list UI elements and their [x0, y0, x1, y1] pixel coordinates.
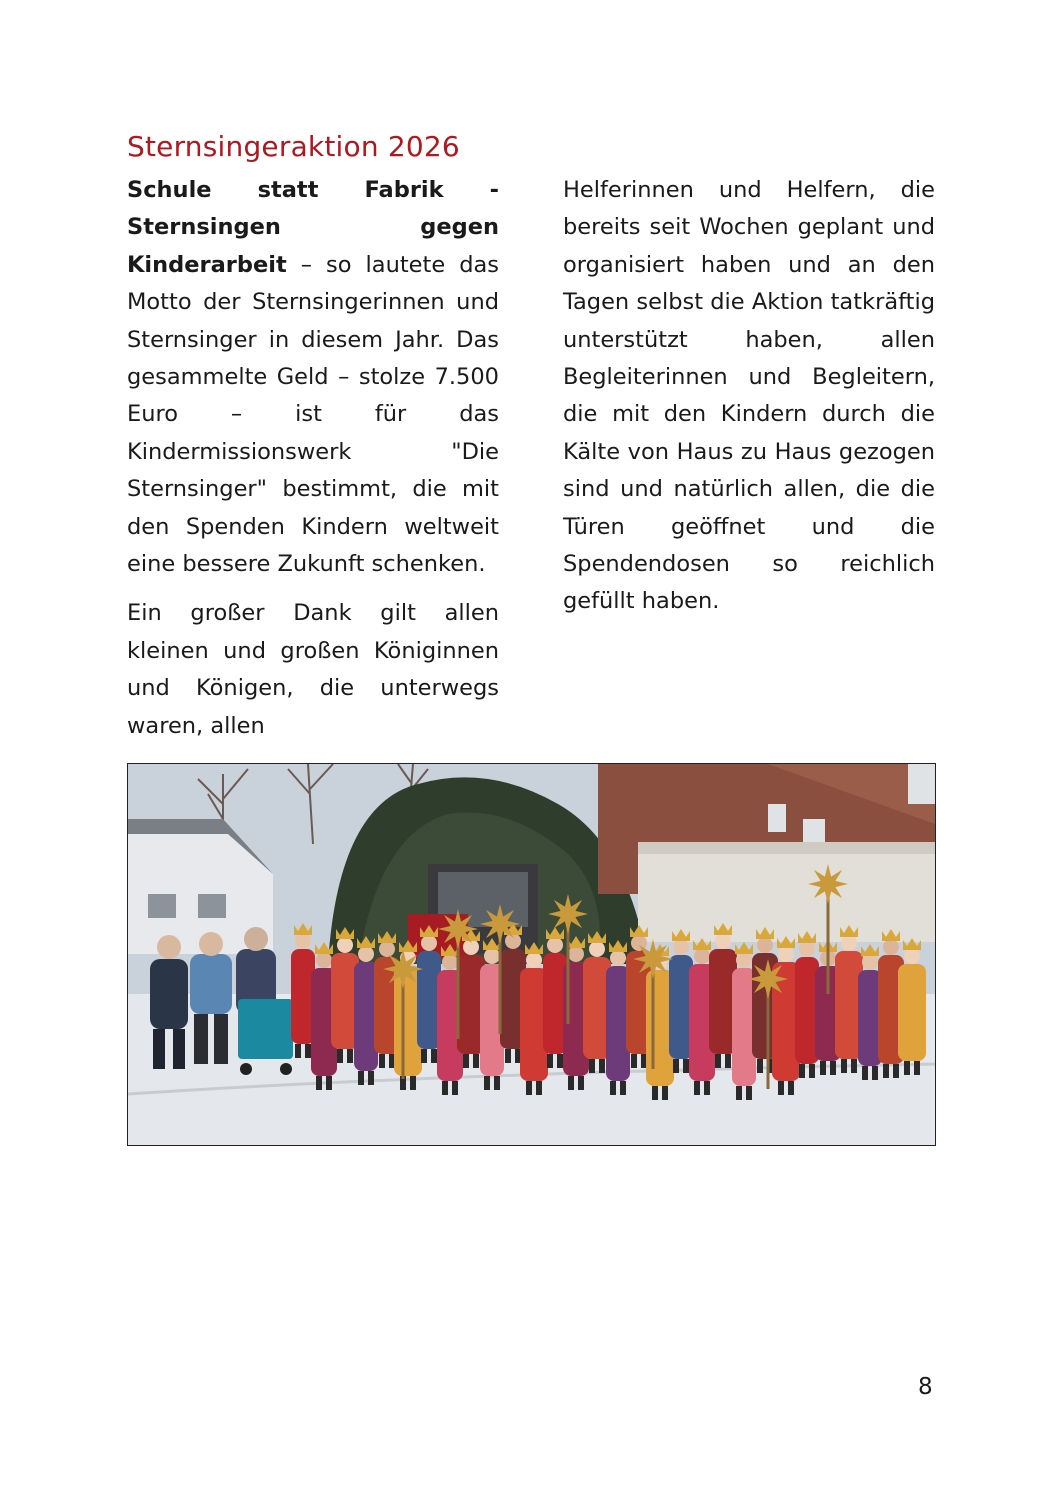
group-photo: [127, 763, 936, 1146]
leg: [872, 1066, 878, 1080]
leg: [820, 1061, 826, 1075]
leg: [431, 1049, 437, 1063]
leg: [662, 1086, 668, 1100]
leg: [715, 1054, 721, 1068]
leg: [736, 1086, 742, 1100]
face: [736, 952, 752, 968]
leg: [704, 1081, 710, 1095]
face: [715, 933, 731, 949]
leg: [652, 1086, 658, 1100]
leg: [830, 1061, 836, 1075]
face: [337, 937, 353, 953]
face: [295, 933, 311, 949]
star-icon: [633, 939, 673, 979]
star-icon: [438, 909, 478, 949]
face: [883, 939, 899, 955]
face: [421, 935, 437, 951]
paragraph-thanks-continued: Helferinnen und Helfern, die bereits seit Wochen geplant und organisiert haben und an den Tagen selbst die Aktion tatkräftig unterstützt haben, allen Begleiterinnen und Begleitern, die mit den Kindern durch die Kälte von Haus zu Haus gezogen sind und natürlich allen, die die Türen geöffnet und die Spendendosen so reichlich gefüllt haben.: [563, 177, 935, 615]
leg: [305, 1044, 311, 1058]
leg: [295, 1044, 301, 1058]
page-number: 8: [918, 1374, 933, 1400]
leg: [484, 1076, 490, 1090]
face: [694, 948, 710, 964]
leg: [904, 1061, 910, 1075]
leg: [914, 1061, 920, 1075]
leg: [673, 1059, 679, 1073]
leg: [788, 1081, 794, 1095]
leg: [526, 1081, 532, 1095]
face: [379, 941, 395, 957]
leg: [725, 1054, 731, 1068]
face: [904, 948, 920, 964]
leg: [494, 1076, 500, 1090]
robe-figure: [898, 964, 926, 1061]
face: [547, 937, 563, 953]
face: [841, 935, 857, 951]
text-column-right: [563, 172, 935, 621]
leg: [326, 1076, 332, 1090]
leg: [589, 1059, 595, 1073]
leg: [578, 1076, 584, 1090]
intro-text: – so lautete das Motto der Sternsingerinnen und Sternsinger in diesem Jahr. Das gesammelte Geld – stolze 7.500 Euro – ist für das Kindermissionswerk "Die Sternsinger" bestimmt, die mit den Spenden Kindern weltweit eine bessere Zukunft schenken.: [127, 251, 499, 578]
leg: [851, 1059, 857, 1073]
leg: [442, 1081, 448, 1095]
face: [610, 950, 626, 966]
leg: [421, 1049, 427, 1063]
face: [778, 946, 794, 962]
star-icon: [548, 894, 588, 934]
paragraph-intro: [127, 172, 499, 583]
face: [358, 946, 374, 962]
face: [316, 952, 332, 968]
leg: [757, 1059, 763, 1073]
motto-bold: Schule statt Fabrik - Sternsingen gegen Kinderarbeit: [127, 177, 499, 278]
face: [799, 941, 815, 957]
face: [442, 954, 458, 970]
paragraph-thanks-start: Ein großer Dank gilt allen kleinen und großen Königinnen und Königen, die unterwegs waren, allen: [127, 600, 499, 739]
article-title: Sternsingeraktion 2026: [127, 130, 460, 163]
leg: [316, 1076, 322, 1090]
leg: [746, 1086, 752, 1100]
leg: [599, 1059, 605, 1073]
leg: [337, 1049, 343, 1063]
leg: [862, 1066, 868, 1080]
face: [673, 939, 689, 955]
leg: [809, 1064, 815, 1078]
leg: [536, 1081, 542, 1095]
face: [505, 933, 521, 949]
leg: [463, 1054, 469, 1068]
leg: [347, 1049, 353, 1063]
leg: [610, 1081, 616, 1095]
face: [862, 954, 878, 970]
leg: [473, 1054, 479, 1068]
leg: [368, 1071, 374, 1085]
leg: [568, 1076, 574, 1090]
leg: [358, 1071, 364, 1085]
face: [589, 941, 605, 957]
face: [526, 952, 542, 968]
star-icon: [748, 959, 788, 999]
leg: [620, 1081, 626, 1095]
leg: [799, 1064, 805, 1078]
leg: [379, 1054, 385, 1068]
leg: [841, 1059, 847, 1073]
leg: [547, 1054, 553, 1068]
star-icon: [480, 904, 520, 944]
star-icon: [383, 949, 423, 989]
face: [568, 946, 584, 962]
face: [484, 948, 500, 964]
leg: [778, 1081, 784, 1095]
face: [757, 937, 773, 953]
text-column-left: [127, 172, 499, 745]
leg: [683, 1059, 689, 1073]
leg: [505, 1049, 511, 1063]
leg: [452, 1081, 458, 1095]
leg: [410, 1076, 416, 1090]
leg: [883, 1064, 889, 1078]
leg: [557, 1054, 563, 1068]
leg: [893, 1064, 899, 1078]
leg: [694, 1081, 700, 1095]
star-icon: [808, 864, 848, 904]
leg: [631, 1054, 637, 1068]
